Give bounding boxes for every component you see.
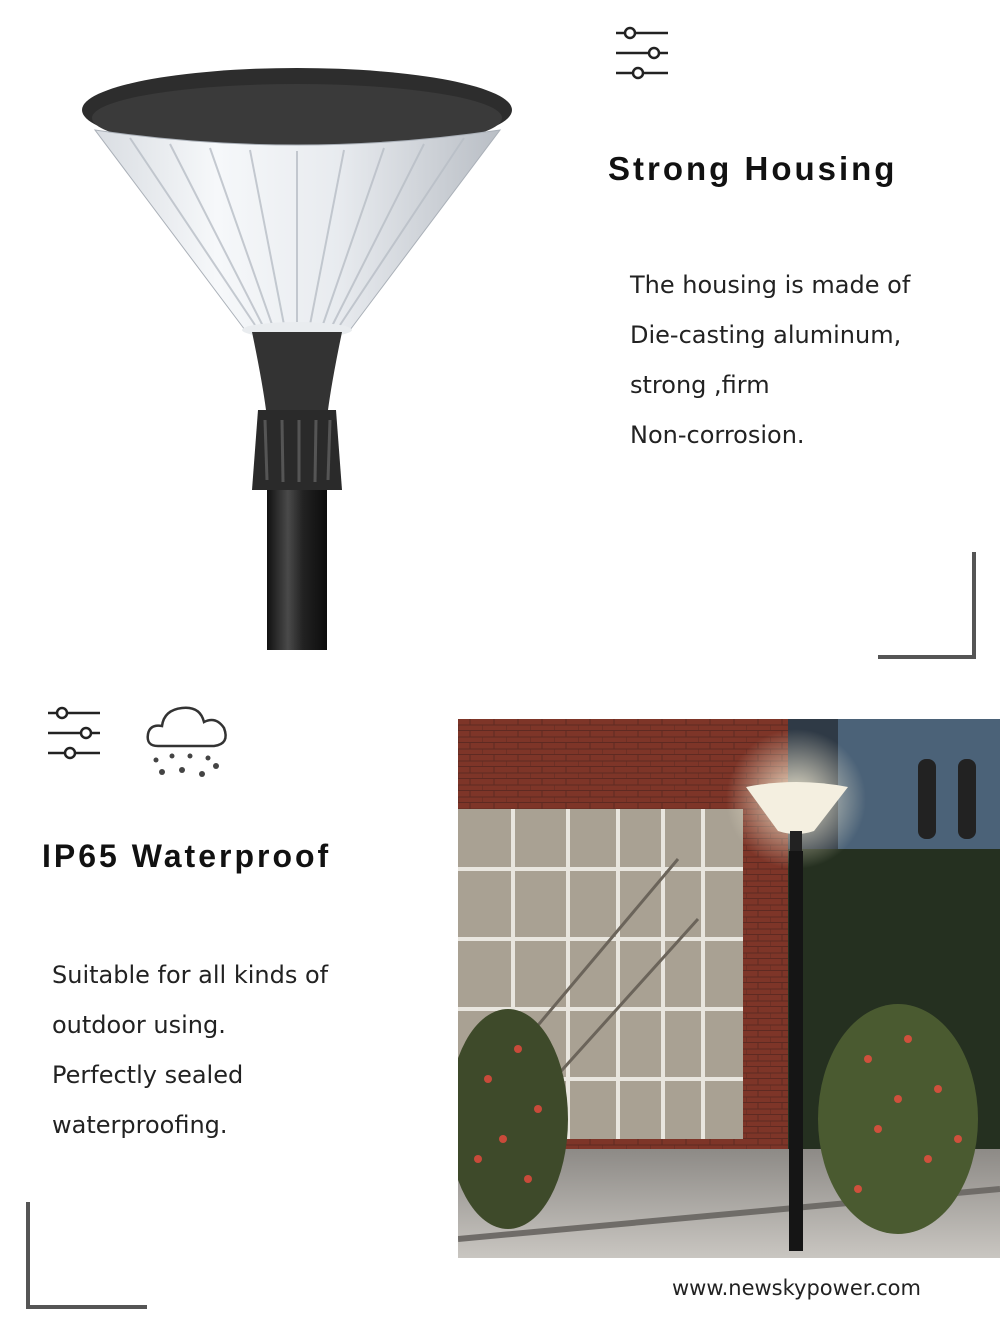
description-line: The housing is made of	[630, 271, 911, 299]
settings-sliders-icon	[614, 25, 670, 81]
description-line: Suitable for all kinds of	[52, 961, 329, 989]
settings-sliders-icon	[46, 705, 102, 761]
description-line: Die-casting aluminum,	[630, 321, 902, 349]
description-line: Non-corrosion.	[630, 421, 805, 449]
description-line: waterproofing.	[52, 1111, 228, 1139]
feature-description-waterproof	[52, 950, 432, 1150]
feature-title-strong-housing: Strong Housing	[608, 150, 898, 187]
description-line: outdoor using.	[52, 1011, 226, 1039]
decorative-corner-bracket	[26, 1202, 147, 1309]
feature-description-housing	[630, 260, 990, 460]
description-line: strong ,firm	[630, 371, 770, 399]
footer-website-url: www.newskypower.com	[672, 1276, 921, 1300]
cloud-rain-icon	[144, 700, 230, 786]
feature-title-ip65-waterproof: IP65 Waterproof	[42, 838, 332, 874]
decorative-corner-bracket	[878, 552, 976, 659]
lamp-product-image	[60, 0, 540, 650]
description-line: Perfectly sealed	[52, 1061, 244, 1089]
outdoor-lamp-scene-photo	[458, 719, 1000, 1258]
